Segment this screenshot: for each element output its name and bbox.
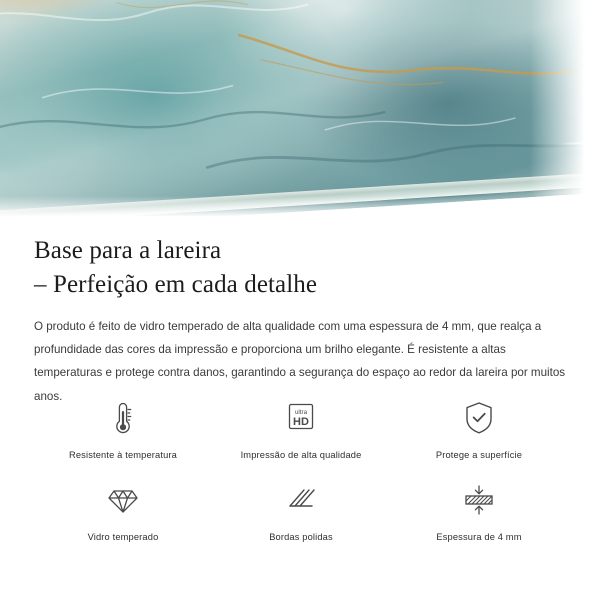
feature-item	[34, 478, 212, 542]
hero-image-inner	[0, 0, 600, 222]
thickness-4mm-icon	[457, 478, 501, 522]
feature-grid	[34, 396, 568, 542]
feature-label: Bordas polidas	[269, 532, 333, 542]
feature-label: Impressão de alta qualidade	[240, 450, 362, 460]
feature-label: Espessura de 4 mm	[436, 532, 522, 542]
body-paragraph: O produto é feito de vidro temperado de alta qualidade com uma espessura de 4 mm, que realça a profundidade das cores da impressão e proporciona um brilho elegante. É resistente a altas temperaturas e protege contra danos, garantindo a segurança do espaço ao redor da lareira por muitos anos.	[34, 320, 566, 403]
content-block	[0, 222, 600, 408]
page-title	[34, 234, 566, 301]
svg-text:ultra: ultra	[294, 409, 308, 416]
polished-edges-icon	[281, 478, 321, 522]
feature-item	[34, 396, 212, 460]
feature-item	[212, 396, 390, 460]
feature-item	[390, 396, 568, 460]
thermometer-icon	[108, 396, 138, 440]
ultra-hd-icon	[280, 396, 322, 440]
feature-item	[212, 478, 390, 542]
feature-label: Resistente à temperatura	[69, 450, 177, 460]
hero-fade-right	[530, 0, 600, 222]
diamond-icon	[103, 478, 143, 522]
hero-fade-bottom	[0, 196, 600, 222]
feature-label: Vidro temperado	[87, 532, 159, 542]
headline-line-1: Base para a lareira	[34, 237, 222, 264]
svg-text:HD: HD	[293, 416, 309, 428]
feature-label: Protege a superfície	[435, 450, 523, 460]
headline-line-2: – Perfeição em cada detalhe	[34, 270, 318, 298]
hero-image	[0, 0, 600, 222]
shield-check-icon	[461, 396, 497, 440]
feature-item	[390, 478, 568, 542]
